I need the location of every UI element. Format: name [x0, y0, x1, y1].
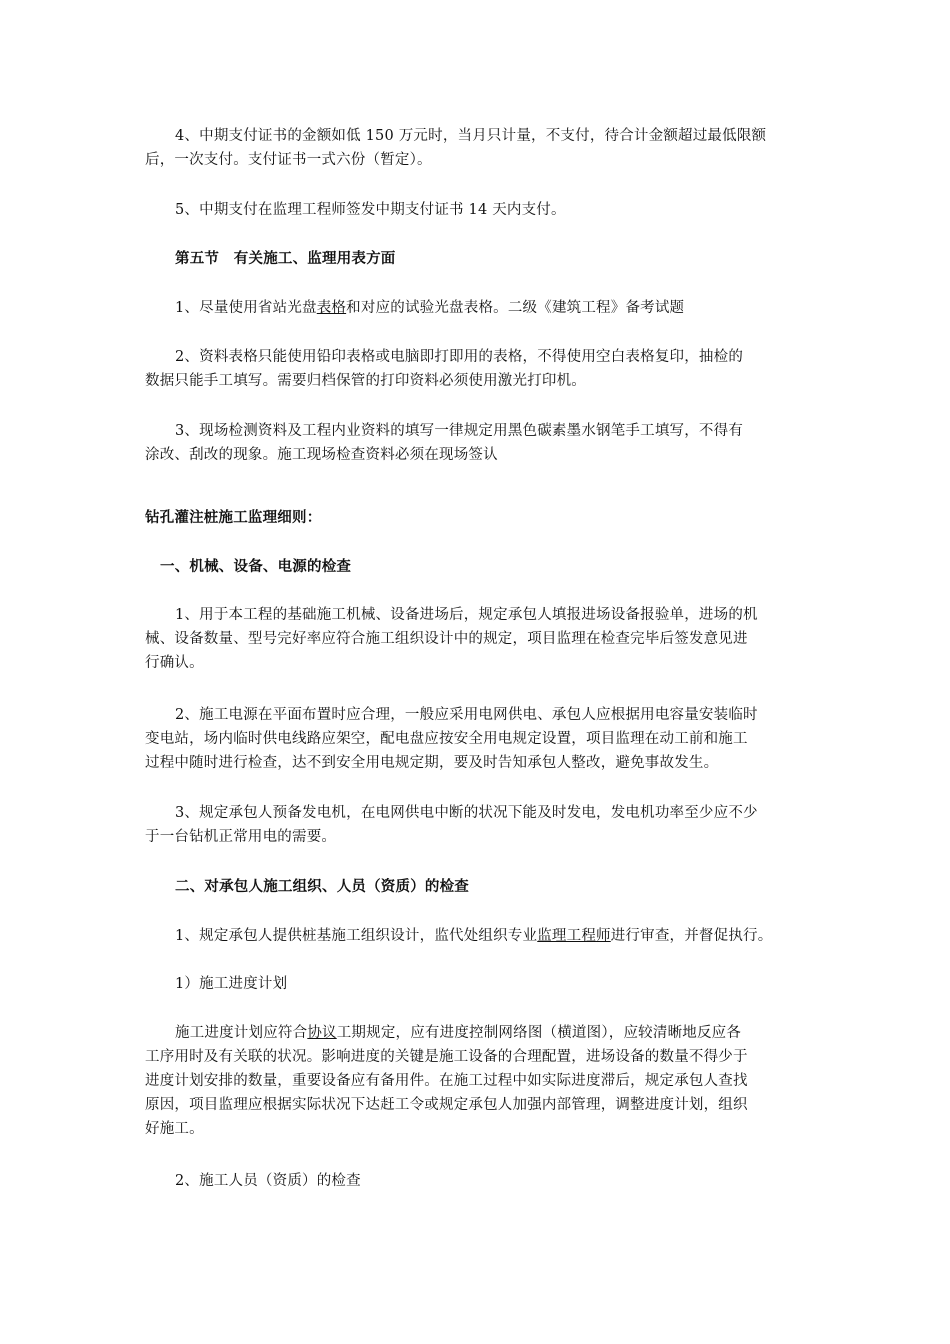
paragraph-o2 — [145, 1169, 825, 1193]
text-line — [145, 924, 825, 948]
paragraph-s3 — [145, 419, 825, 467]
paragraph-plan — [145, 1021, 825, 1141]
text-span: 1、规定承包人提供桩基施工组织设计，监代处组织专业 — [175, 928, 538, 944]
agreement-link[interactable]: 协议 — [307, 1025, 337, 1041]
paragraph-m2 — [145, 703, 825, 775]
text-line: 数据只能手工填写。需要归档保管的打印资料必须使用激光打印机。 — [145, 373, 586, 389]
title-text: 钻孔灌注桩施工监理细则： — [145, 509, 322, 526]
subheading-text: 1）施工进度计划 — [175, 976, 288, 992]
text-line: 过程中随时进行检查，达不到安全用电规定期，要及时告知承包人整改，避免事故发生。 — [145, 755, 719, 771]
text-line — [145, 296, 825, 320]
text-span: 施工进度计划应符合 — [175, 1025, 308, 1041]
paragraph-m3 — [145, 801, 825, 849]
text-line: 于一台钻机正常用电的需要。 — [145, 829, 337, 845]
engineer-link[interactable]: 监理工程师 — [537, 928, 611, 944]
text-span: 1、尽量使用省站光盘 — [175, 300, 317, 316]
paragraph-s1 — [145, 296, 825, 320]
text-line: 3、规定承包人预备发电机，在电网供电中断的状况下能及时发电，发电机功率至少应不少 — [175, 805, 758, 821]
text-line — [145, 1021, 825, 1045]
text-line: 5、中期支付在监理工程师签发中期支付证书 14 天内支付。 — [175, 202, 566, 218]
text-line: 进度计划安排的数量，重要设备应有备用件。在施工过程中如实际进度滞后，规定承包人查找 — [145, 1073, 748, 1089]
text-line: 2、施工人员（资质）的检查 — [175, 1173, 361, 1189]
text-line: 4、中期支付证书的金额如低 150 万元时，当月只计量，不支付，待合计金额超过最低限额 — [175, 128, 767, 144]
heading-2 — [145, 875, 825, 899]
subheading-progress — [145, 972, 825, 996]
text-span: 进行审查，并督促执行。 — [610, 928, 773, 944]
text-line: 好施工。 — [145, 1121, 204, 1137]
paragraph-o1 — [145, 924, 825, 948]
text-line: 变电站，场内临时供电线路应架空，配电盘应按安全用电规定设置，项目监理在动工前和施工 — [145, 731, 748, 747]
text-line: 涂改、刮改的现象。施工现场检查资料必须在现场签认 — [145, 447, 498, 463]
text-line: 2、施工电源在平面布置时应合理，一般应采用电网供电、承包人应根据用电容量安装临时 — [175, 707, 758, 723]
text-line: 械、设备数量、型号完好率应符合施工组织设计中的规定，项目监理在检查完毕后签发意见进 — [145, 631, 748, 647]
section-heading — [145, 247, 825, 271]
paragraph-5 — [145, 198, 825, 222]
paragraph-s2 — [145, 345, 825, 393]
text-line: 工序用时及有关联的状况。影响进度的关键是施工设备的合理配置，进场设备的数量不得少于 — [145, 1049, 748, 1065]
text-line: 行确认。 — [145, 655, 204, 671]
text-line: 1、用于本工程的基础施工机械、设备进场后，规定承包人填报进场设备报验单，进场的机 — [175, 607, 758, 623]
text-line: 原因，项目监理应根据实际状况下达赶工令或规定承包人加强内部管理，调整进度计划，组织 — [145, 1097, 748, 1113]
text-span: 和对应的试验光盘表格。二级《建筑工程》备考试题 — [346, 300, 685, 316]
paragraph-m1 — [145, 603, 825, 675]
heading-1 — [145, 555, 825, 579]
text-line: 2、资料表格只能使用铅印表格或电脑即打即用的表格，不得使用空白表格复印，抽检的 — [175, 349, 744, 365]
heading-text: 一、机械、设备、电源的检查 — [160, 558, 352, 575]
document-title — [145, 506, 825, 530]
text-line: 后，一次支付。支付证书一式六份（暂定）。 — [145, 152, 432, 168]
section-title: 第五节 有关施工、监理用表方面 — [175, 250, 396, 267]
heading-text: 二、对承包人施工组织、人员（资质）的检查 — [175, 878, 469, 895]
text-span: 工期规定，应有进度控制网络图（横道图），应较清晰地反应各 — [336, 1025, 742, 1041]
text-line: 3、现场检测资料及工程内业资料的填写一律规定用黑色碳素墨水钢笔手工填写，不得有 — [175, 423, 744, 439]
table-link[interactable]: 表格 — [316, 300, 347, 316]
paragraph-4 — [145, 124, 825, 172]
